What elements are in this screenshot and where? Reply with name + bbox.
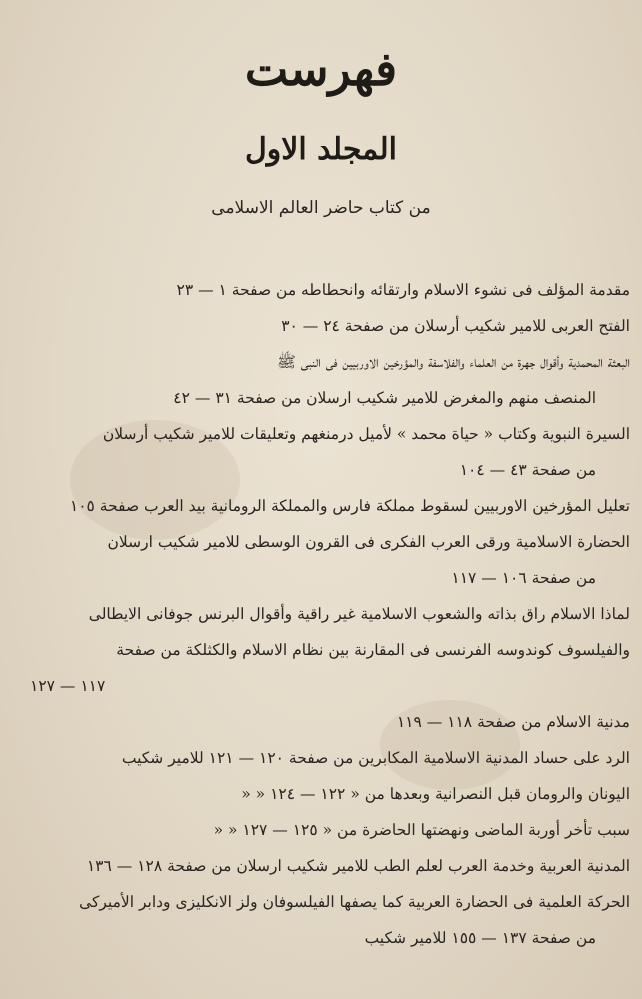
contents-entry: تعليل المؤرخين الاوربيين لسقوط مملكة فارس والمملكة الرومانية بيد العرب صفحة ١٠٥ — [69, 497, 630, 515]
contents-entry: الحضارة الاسلامية ورقى العرب الفكرى فى القرون الوسطى للامير شكيب ارسلان — [107, 533, 630, 551]
contents-entry: والفيلسوف كوندوسه الفرنسى فى المقارنة بين نظام الاسلام والكثلكة من صفحة — [116, 641, 630, 659]
contents-entry: البعثة المحمدية وأقوال جهرة من العلماء والفلاسفة والمؤرخين الاوربيين فى النبى ﷺ — [277, 353, 630, 371]
contents-entry: ١١٧ — ١٢٧ — [30, 677, 106, 695]
contents-entry: الحركة العلمية فى الحضارة العربية كما يصفها الفيلسوفان ولز الانكليزى ودابر الأميركى — [79, 893, 630, 911]
contents-entry: السيرة النبوية وكتاب « حياة محمد » لأميل درمنغهم وتعليقات للامير شكيب أرسلان — [102, 425, 630, 443]
contents-entry: سبب تأخر أوربة الماضى ونهضتها الحاضرة من « ١٢٥ — ١٢٧ « « — [213, 821, 630, 839]
contents-entry: من صفحة ٤٣ — ١٠٤ — [459, 461, 596, 479]
contents-list — [30, 272, 630, 956]
book-subtitle: من كتاب حاضر العالم الاسلامى — [211, 198, 431, 218]
contents-entry: من صفحة ١٠٦ — ١١٧ — [451, 569, 596, 587]
page-title: فهرست — [244, 42, 398, 96]
volume-heading: المجلد الاول — [244, 132, 398, 167]
contents-entry: لماذا الاسلام راق بذاته والشعوب الاسلامية غير راقية وأقوال البرنس جوفانى الايطالى — [88, 605, 630, 623]
contents-entry: المنصف منهم والمغرض للامير شكيب ارسلان من صفحة ٣١ — ٤٢ — [173, 389, 596, 407]
contents-entry: من صفحة ١٣٧ — ١٥٥ للامير شكيب — [364, 929, 596, 947]
contents-entry: الفتح العربى للامير شكيب أرسلان من صفحة ٢٤ — ٣٠ — [281, 317, 630, 335]
contents-entry: مدنية الاسلام من صفحة ١١٨ — ١١٩ — [396, 713, 630, 731]
contents-entry: مقدمة المؤلف فى نشوء الاسلام وارتقائه وانحطاطه من صفحة ١ — ٢٣ — [176, 281, 630, 299]
contents-entry: المدنية العربية وخدمة العرب لعلم الطب للامير شكيب ارسلان من صفحة ١٢٨ — ١٣٦ — [86, 857, 630, 875]
contents-entry: الرد على حساد المدنية الاسلامية المكابرين من صفحة ١٢٠ — ١٢١ للامير شكيب — [121, 749, 630, 767]
contents-entry: اليونان والرومان قبل النصرانية وبعدها من « ١٢٢ — ١٢٤ « « — [241, 785, 630, 803]
